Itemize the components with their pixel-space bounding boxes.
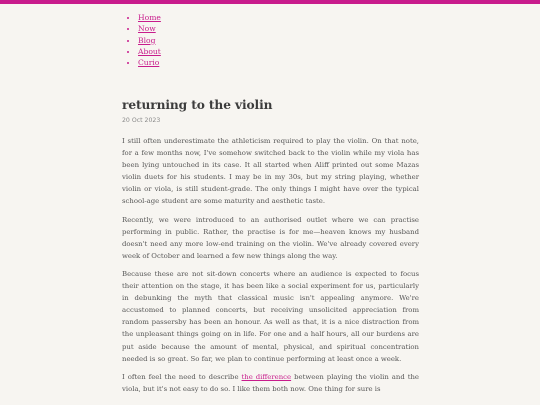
- post-paragraph: Recently, we were introduced to an authorised outlet where we can practise performing in public. Rather, the practise is for me—heaven knows my husband doesn't need any more low-end training on the violin. We've already covered every week of October and learned a few new things along the way.: [122, 215, 419, 260]
- nav-link-blog[interactable]: Blog: [138, 35, 156, 45]
- nav-item-home: [138, 12, 161, 23]
- nav-item-now: [138, 23, 161, 34]
- nav-link-about[interactable]: About: [138, 46, 161, 56]
- top-accent-bar: [0, 0, 540, 4]
- post-title: returning to the violin: [122, 98, 273, 112]
- nav-link-home[interactable]: Home: [138, 13, 161, 22]
- post-paragraph: Because these are not sit-down concerts where an audience is expected to focus their attention on the stage, it has been like a social experiment for us, particularly in debunking the myth that classical music isn't appealing anymore. We're accustomed to planned concerts, but receiving unsolicited appreciation from random passersby has been an honour. As well as that, it is a nice distraction from the unpleasant things going on in life. For one and a half hours, all our burdens are put aside because the amount of mental, physical, and spiritual concentration needed is so great. So far, we plan to continue performing at least once a week.: [122, 269, 419, 363]
- the-difference-link[interactable]: the difference: [241, 372, 292, 381]
- post-paragraph: [122, 371, 419, 395]
- nav-item-curio: [138, 57, 161, 68]
- nav-item-blog: [138, 35, 161, 46]
- nav-link-now[interactable]: Now: [138, 24, 156, 34]
- nav-link-curio[interactable]: Curio: [138, 58, 160, 68]
- post-date: 20 Oct 2023: [122, 117, 161, 124]
- post-paragraph: I still often underestimate the athleticism required to play the violin. On that note, for a few months now, I've somehow switched back to the violin while my viola has been lying untouched in its case. It all started when Aliff printed out some Mazas violin duets for his students. I may be in my 30s, but my string playing, whether violin or viola, is still student-grade. The only things I might have over the typical school-age student are some maturity and aesthetic taste.: [122, 137, 419, 206]
- site-navigation: [122, 12, 161, 68]
- paragraph-text: I often feel the need to describe: [122, 372, 242, 381]
- paragraph-text: between playing the violin and the viola, but it's not easy to do so. I like them both now. One thing for sure is: [122, 372, 419, 393]
- nav-item-about: [138, 46, 161, 57]
- blog-post: [122, 97, 419, 395]
